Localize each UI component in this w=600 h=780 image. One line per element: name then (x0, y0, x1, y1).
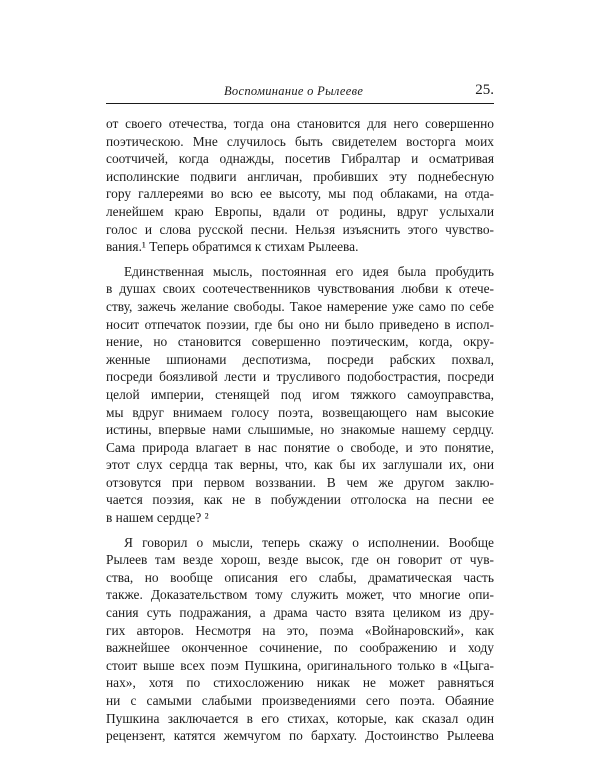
text-line: отзовутся при первом воззвании. В чем же другом заклю- (106, 474, 494, 490)
text-line: ни с самыми слабыми произведениями сего поэта. Обаяние (106, 693, 494, 708)
text-line: Я говорил о мысли, теперь скажу о исполнении. Вообще (124, 534, 494, 550)
text-line: также. Доказательством тому служить может, что многие опи- (106, 587, 494, 603)
text-line: чается поэзия, как не в побуждении отголоска на песни ее (106, 492, 494, 508)
text-line: ству, зажечь желание свободы. Такое намерение уже само по себе (106, 298, 494, 314)
text-line: голос и слова русской песни. Нельзя изъяснить этого чувство- (106, 221, 494, 237)
text-line: важнейшее оконченное сочинение, по соображению и ходу (106, 640, 494, 656)
text-line: мы вдруг внимаем голосу поэта, возвещающего нам высокие (106, 404, 494, 420)
text-line: вания.¹ Теперь обратимся к стихам Рылеева. (106, 239, 359, 255)
text-line: Рылеев там везде хорош, везде высок, где он говорит от чув- (106, 552, 494, 568)
page-header (106, 83, 494, 104)
text-line: стоит выше всех поэм Пушкина, оригинального только в «Цыга- (106, 657, 494, 673)
text-line: нах», хотя по стихосложению никак не может равняться (106, 675, 494, 691)
paragraph-1 (106, 115, 494, 256)
text-line: гих авторов. Несмотря на это, поэма «Войнаровский», как (106, 622, 494, 638)
text-line: гору галлереями во всю ее высоту, мы под облаками, на отда- (106, 186, 494, 202)
text-line: исполинские подвиги англичан, пробивших эту поднебесную (106, 168, 494, 184)
page-number: 25. (475, 82, 494, 98)
text-line: ства, но вообще описания его слабы, драматическая часть (106, 569, 494, 585)
text-line: рецензент, катятся жемчугом по бархату. Достоинство Рылеева (106, 728, 494, 744)
text-line: истины, впервые нами слышимые, но знакомые нашему сердцу. (106, 422, 494, 438)
text-line: Единственная мысль, постоянная его идея была пробудить (124, 263, 494, 279)
text-line: этот слух сердца так верны, что, как бы их заглушали их, они (106, 457, 494, 473)
text-line: женные шпионами деспотизма, посреди рабских похвал, (106, 351, 494, 367)
text-line: от своего отечества, тогда она становится для него совершенно (106, 116, 494, 131)
text-line: посреди боязливой лести и трусливого подобострастия, посреди (106, 369, 494, 385)
text-line: в душах своих соотечественников чувствования любви к отече- (106, 281, 494, 297)
running-title: Воспоминание о Рылееве (224, 84, 364, 98)
text-line: ленейшем краю Европы, вдали от родины, вдруг услыхали (106, 203, 494, 219)
body-text (106, 115, 494, 752)
text-line: целой империи, стенящей под игом тяжкого самоуправства, (106, 386, 494, 402)
text-line: в нашем сердце? ² (106, 510, 209, 526)
text-line: Пушкина заключается в его стихах, которые, как сказал один (106, 710, 494, 726)
text-line: поэтическою. Мне случилось быть свидетелем восторга моих (106, 133, 494, 149)
text-line: сания суть подражания, а драма часто взята целиком из дру- (106, 605, 494, 621)
text-line: носит отпечаток поэзии, где бы оно ни было приведено в испол- (106, 316, 494, 332)
text-line: Сама природа влагает в нас понятие о свободе, и это понятие, (106, 439, 494, 455)
text-line: соотчичей, когда однажды, посетив Гибралтар и осматривая (106, 151, 494, 167)
paragraph-2 (106, 263, 494, 527)
paragraph-3 (106, 534, 494, 745)
text-line: нение, но становится совершенно поэтическим, когда, окру- (106, 334, 494, 350)
